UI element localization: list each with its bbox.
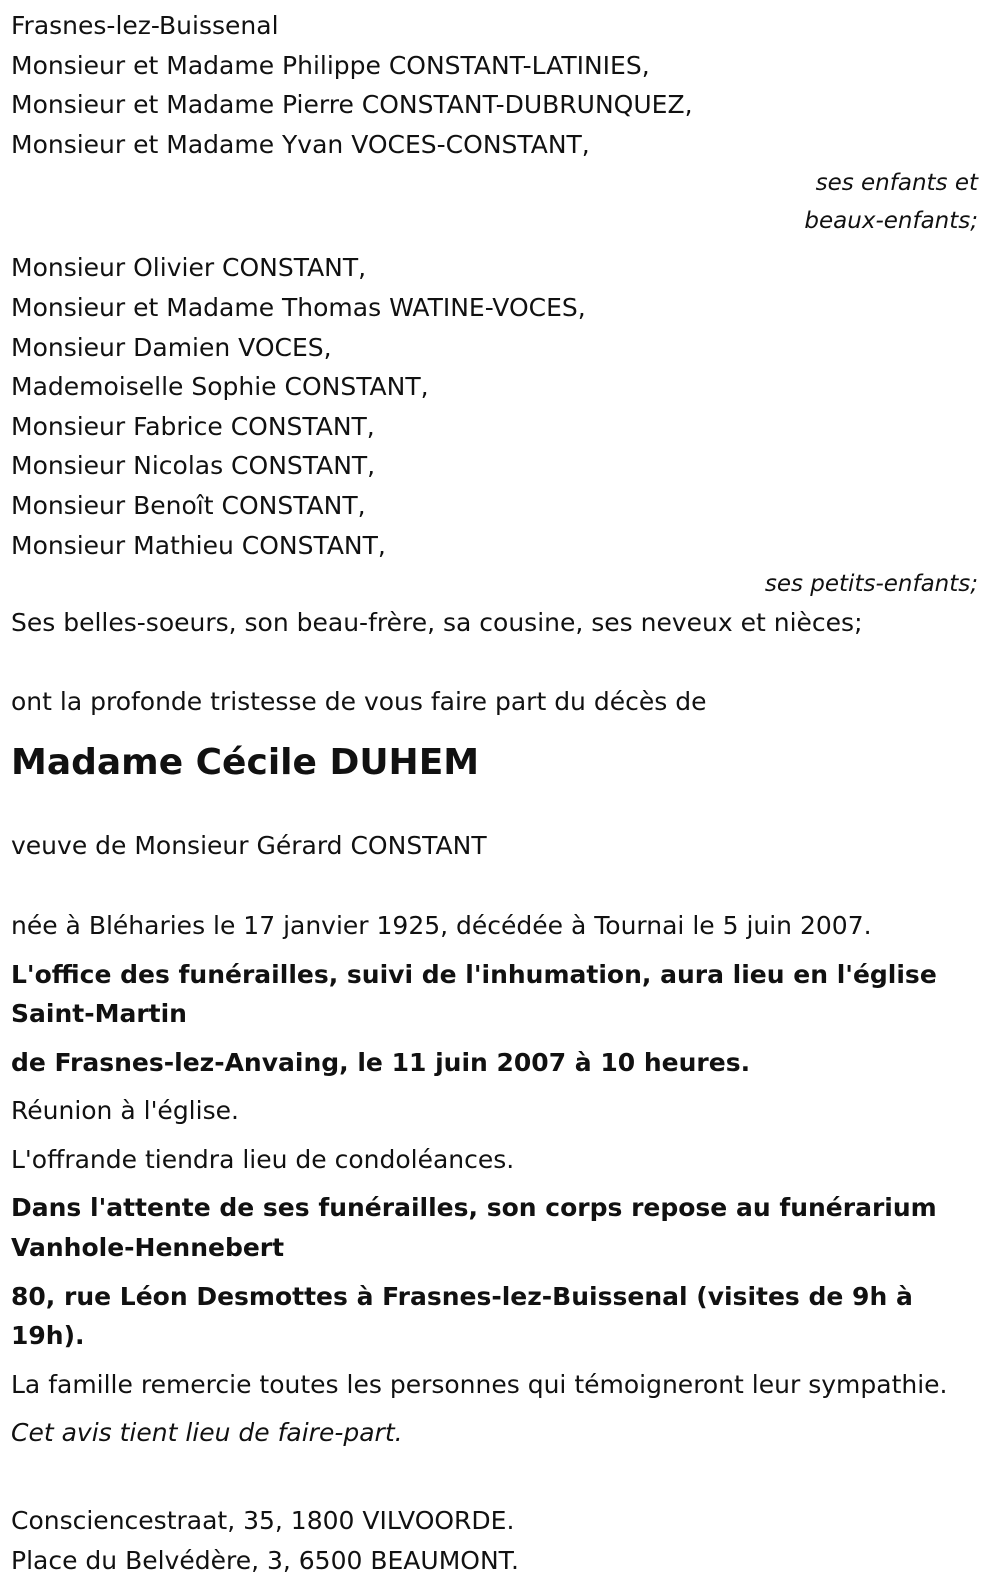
grandchild-name: Mademoiselle Sophie CONSTANT,	[11, 372, 429, 402]
rest-line2: 80, rue Léon Desmottes à Frasnes-lez-Buissenal (visites de 9h à 19h).	[11, 1281, 913, 1351]
address-line: Place du Belvédère, 3, 6500 BEAUMONT.	[11, 1545, 519, 1575]
funeral-office-line2: de Frasnes-lez-Anvaing, le 11 juin 2007 à 10 heures.	[11, 1047, 751, 1077]
grandchild-name: Monsieur Damien VOCES,	[11, 332, 332, 362]
child-name: Monsieur et Madame Pierre CONSTANT-DUBRUNQUEZ,	[11, 90, 693, 120]
grandchild-name: Monsieur et Madame Thomas WATINE-VOCES,	[11, 292, 586, 322]
widow-of-line: veuve de Monsieur Gérard CONSTANT	[11, 831, 487, 861]
child-name: Monsieur et Madame Yvan VOCES-CONSTANT,	[11, 129, 590, 159]
children-list	[11, 46, 978, 165]
grandchild-name: Monsieur Benoît CONSTANT,	[11, 490, 366, 520]
grandchild-name: Monsieur Olivier CONSTANT,	[11, 253, 367, 283]
announcement-line: ont la profonde tristesse de vous faire part du décès de	[11, 686, 707, 716]
rest-line1: Dans l'attente de ses funérailles, son corps repose au funérarium Vanhole-Hennebert	[11, 1193, 937, 1263]
grandchildren-label: ses petits-enfants;	[764, 571, 978, 598]
address-list	[11, 1501, 978, 1580]
grandchild-name: Monsieur Fabrice CONSTANT,	[11, 411, 375, 441]
children-label-line1: ses enfants et	[815, 170, 978, 197]
grandchild-name: Monsieur Mathieu CONSTANT,	[11, 530, 386, 560]
grandchildren-list	[11, 248, 978, 565]
address-line: Consciencestraat, 35, 1800 VILVOORDE.	[11, 1506, 515, 1536]
offering-line: L'offrande tiendra lieu de condoléances.	[11, 1144, 515, 1174]
children-label-line2: beaux-enfants;	[804, 208, 978, 235]
grandchild-name: Monsieur Nicolas CONSTANT,	[11, 451, 376, 481]
thanks-line: La famille remercie toutes les personnes qui témoigneront leur sympathie.	[11, 1369, 948, 1399]
child-name: Monsieur et Madame Philippe CONSTANT-LATINIES,	[11, 50, 650, 80]
notice-line: Cet avis tient lieu de faire-part.	[11, 1418, 403, 1448]
meeting-line: Réunion à l'église.	[11, 1096, 239, 1126]
relatives-line: Ses belles-soeurs, son beau-frère, sa cousine, ses neveux et nièces;	[11, 608, 863, 638]
header-place: Frasnes-lez-Buissenal	[11, 11, 279, 40]
birth-death-dates: née à Bléharies le 17 janvier 1925, décédée à Tournai le 5 juin 2007.	[11, 910, 872, 940]
deceased-name: Madame Cécile DUHEM	[11, 742, 480, 784]
funeral-office-line1: L'office des funérailles, suivi de l'inhumation, aura lieu en l'église Saint-Martin	[11, 959, 937, 1029]
